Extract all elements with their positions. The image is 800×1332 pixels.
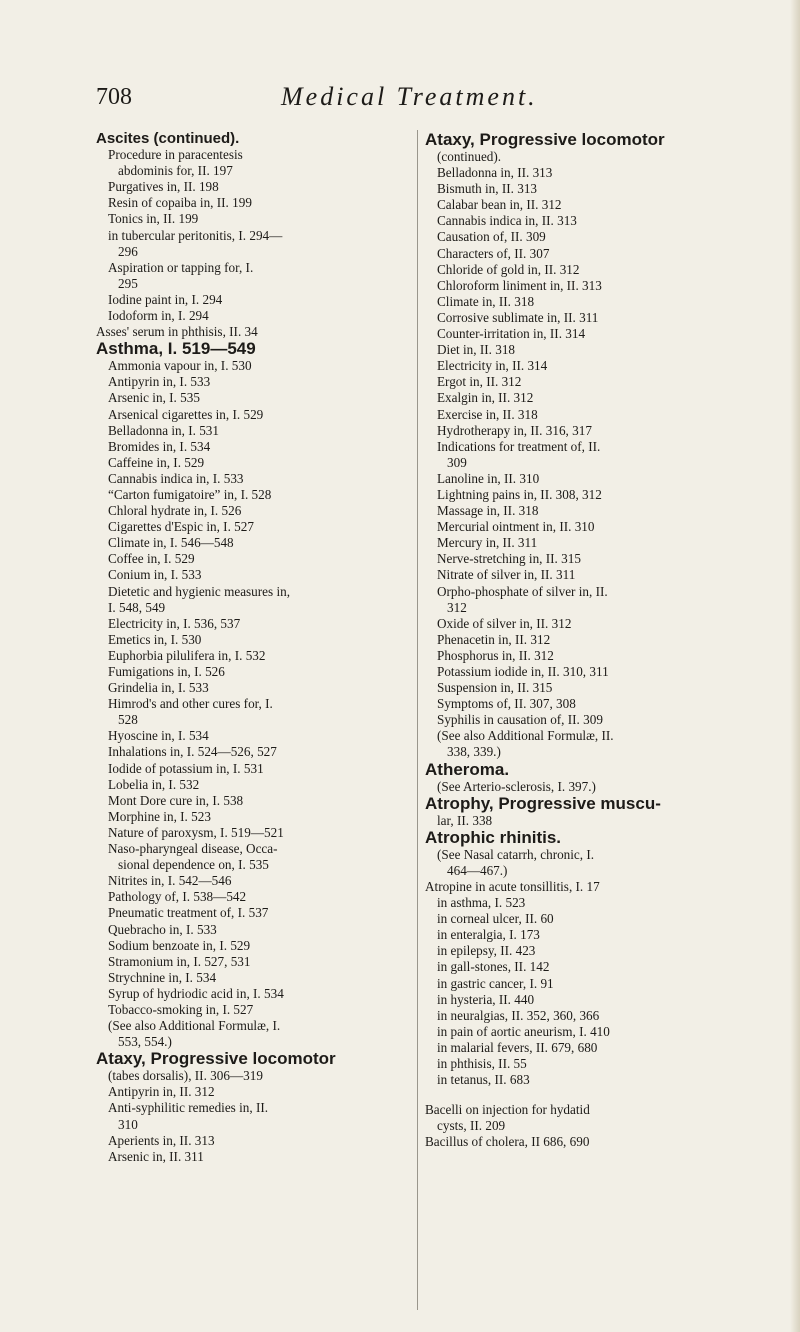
index-entry: in hysteria, II. 440 <box>437 991 535 1007</box>
index-entry: Climate in, II. 318 <box>437 293 535 309</box>
index-entry: in gall-stones, II. 142 <box>437 959 550 975</box>
index-entry: “Carton fumigatoire” in, I. 528 <box>108 486 272 502</box>
index-entry: in gastric cancer, I. 91 <box>437 975 554 991</box>
index-entry: Chloral hydrate in, I. 526 <box>108 503 242 519</box>
index-entry: I. 548, 549 <box>108 599 166 615</box>
index-entry: Diet in, II. 318 <box>437 342 516 358</box>
index-entry: Nature of paroxysm, I. 519—521 <box>108 824 284 840</box>
index-entry: Anti-syphilitic remedies in, II. <box>108 1100 269 1116</box>
index-entry: Tonics in, II. 199 <box>108 211 199 227</box>
index-entry: Inhalations in, I. 524—526, 527 <box>108 744 277 760</box>
index-entry: Asses' serum in phthisis, II. 34 <box>96 324 258 340</box>
index-entry: Bromides in, I. 534 <box>108 438 211 454</box>
index-entry: abdominis for, II. 197 <box>118 163 233 179</box>
index-entry: Arsenic in, I. 535 <box>108 390 200 406</box>
index-entry: Iodide of potassium in, I. 531 <box>108 760 264 776</box>
index-entry: in pain of aortic aneurism, I. 410 <box>437 1023 610 1039</box>
index-entry: Purgatives in, II. 198 <box>108 179 219 195</box>
index-entry: Symptoms of, II. 307, 308 <box>437 696 576 712</box>
index-heading: Ataxy, Progressive locomotor <box>96 1049 336 1069</box>
index-entry: Himrod's and other cures for, I. <box>108 696 273 712</box>
index-entry: Nitrate of silver in, II. 311 <box>437 567 576 583</box>
index-entry: in tetanus, II. 683 <box>437 1072 530 1088</box>
index-entry: (tabes dorsalis), II. 306—319 <box>108 1068 263 1084</box>
index-entry: Ammonia vapour in, I. 530 <box>108 358 252 374</box>
index-entry: Conium in, I. 533 <box>108 567 202 583</box>
index-entry: Coffee in, I. 529 <box>108 551 195 567</box>
index-entry: Hyoscine in, I. 534 <box>108 728 209 744</box>
index-entry <box>425 1088 745 1102</box>
index-entry: Antipyrin in, II. 312 <box>108 1084 215 1100</box>
index-entry: Belladonna in, I. 531 <box>108 422 219 438</box>
index-entry: Arsenical cigarettes in, I. 529 <box>108 406 264 422</box>
page-edge-shadow <box>790 0 800 1332</box>
index-entry: Calabar bean in, II. 312 <box>437 197 562 213</box>
index-entry: Aspiration or tapping for, I. <box>108 259 254 275</box>
index-entry: Orpho-phosphate of silver in, II. <box>437 583 608 599</box>
index-heading: Atrophy, Progressive muscu- <box>425 793 661 813</box>
index-entry: Mont Dore cure in, I. 538 <box>108 792 244 808</box>
index-entry: Bacillus of cholera, II 686, 690 <box>425 1134 590 1150</box>
index-column-right <box>425 131 745 1150</box>
page-header <box>96 78 736 118</box>
index-entry: 338, 339.) <box>447 744 501 760</box>
index-heading: Asthma, I. 519—549 <box>96 339 256 359</box>
index-heading: Atrophic rhinitis. <box>425 827 561 847</box>
index-entry: 464—467.) <box>447 862 508 878</box>
index-entry: sional dependence on, I. 535 <box>118 857 269 873</box>
index-entry: Hydrotherapy in, II. 316, 317 <box>437 422 592 438</box>
index-entry: in neuralgias, II. 352, 360, 366 <box>437 1007 600 1023</box>
index-entry: Chloride of gold in, II. 312 <box>437 261 580 277</box>
index-entry: 310 <box>118 1116 138 1132</box>
index-entry: lar, II. 338 <box>437 812 493 828</box>
index-entry: Corrosive sublimate in, II. 311 <box>437 309 599 325</box>
index-entry: Quebracho in, I. 533 <box>108 921 217 937</box>
index-entry: Pathology of, I. 538—542 <box>108 889 247 905</box>
index-entry: Caffeine in, I. 529 <box>108 454 205 470</box>
index-entry: Mercurial ointment in, II. 310 <box>437 519 595 535</box>
index-entry: Exercise in, II. 318 <box>437 406 538 422</box>
index-entry: 309 <box>447 454 467 470</box>
index-entry: Indications for treatment of, II. <box>437 438 601 454</box>
index-entry: (See also Additional Formulæ, II. <box>437 728 614 744</box>
index-entry: cysts, II. 209 <box>437 1118 506 1134</box>
index-entry: in phthisis, II. 55 <box>437 1055 527 1071</box>
index-entry: Cigarettes d'Espic in, I. 527 <box>108 519 254 535</box>
index-entry: Pneumatic treatment of, I. 537 <box>108 905 269 921</box>
index-entry: in tubercular peritonitis, I. 294— <box>108 227 283 243</box>
index-heading: Atheroma. <box>425 759 510 779</box>
index-entry: Aperients in, II. 313 <box>108 1132 215 1148</box>
index-entry: Lightning pains in, II. 308, 312 <box>437 486 602 502</box>
index-entry: Suspension in, II. 315 <box>437 680 553 696</box>
index-entry: Counter-irritation in, II. 314 <box>437 326 586 342</box>
index-entry: Resin of copaiba in, II. 199 <box>108 195 252 211</box>
index-entry: Arsenic in, II. 311 <box>108 1148 204 1164</box>
index-entry: Atropine in acute tonsillitis, I. 17 <box>425 878 600 894</box>
index-entry: Fumigations in, I. 526 <box>108 664 225 679</box>
index-entry: 295 <box>118 275 138 291</box>
index-heading: Ataxy, Progressive locomotor <box>425 130 665 149</box>
index-entry: Ergot in, II. 312 <box>437 374 522 390</box>
index-entry: Sodium benzoate in, I. 529 <box>108 937 251 953</box>
index-heading: Ascites (continued). <box>96 130 240 147</box>
index-entry: Euphorbia pilulifera in, I. 532 <box>108 647 266 663</box>
index-entry: (continued). <box>437 149 502 164</box>
index-entry: Exalgin in, II. 312 <box>437 390 534 406</box>
column-divider <box>417 130 418 1310</box>
index-entry: (See Arterio-sclerosis, I. 397.) <box>437 778 596 794</box>
index-entry: Grindelia in, I. 533 <box>108 680 209 696</box>
index-entry: Nitrites in, I. 542—546 <box>108 873 232 889</box>
index-entry: in asthma, I. 523 <box>437 895 526 911</box>
index-entry: Electricity in, II. 314 <box>437 358 548 374</box>
index-entry: (See also Additional Formulæ, I. <box>108 1018 281 1034</box>
index-entry: Iodine paint in, I. 294 <box>108 291 223 307</box>
index-entry: Lanoline in, II. 310 <box>437 470 540 486</box>
index-entry: Nerve-stretching in, II. 315 <box>437 551 581 567</box>
index-entry: Stramonium in, I. 527, 531 <box>108 953 251 969</box>
index-entry: (See Nasal catarrh, chronic, I. <box>437 846 595 862</box>
index-entry: 296 <box>118 243 138 259</box>
index-entry: Bismuth in, II. 313 <box>437 181 538 197</box>
index-entry: Climate in, I. 546—548 <box>108 535 234 551</box>
index-column-left <box>96 131 396 1165</box>
index-entry: Cannabis indica in, I. 533 <box>108 470 244 486</box>
index-entry: Antipyrin in, I. 533 <box>108 374 211 390</box>
index-entry: 528 <box>118 712 138 728</box>
index-entry: Cannabis indica in, II. 313 <box>437 213 577 229</box>
running-head: Medical Treatment. <box>281 82 538 111</box>
index-entry: Characters of, II. 307 <box>437 245 550 261</box>
page-number: 708 <box>96 84 132 110</box>
index-entry: Potassium iodide in, II. 310, 311 <box>437 664 609 679</box>
index-entry: Morphine in, I. 523 <box>108 808 211 824</box>
index-entry: Iodoform in, I. 294 <box>108 308 209 324</box>
index-entry: 312 <box>447 599 467 615</box>
index-entry: Electricity in, I. 536, 537 <box>108 615 241 631</box>
index-entry: Naso-pharyngeal disease, Occa- <box>108 841 278 857</box>
index-entry: Syphilis in causation of, II. 309 <box>437 712 603 728</box>
index-entry: 553, 554.) <box>118 1034 172 1050</box>
index-entry: Bacelli on injection for hydatid <box>425 1102 590 1118</box>
index-entry: in malarial fevers, II. 679, 680 <box>437 1039 598 1055</box>
index-entry: Chloroform liniment in, II. 313 <box>437 277 602 293</box>
index-entry: Massage in, II. 318 <box>437 503 539 519</box>
index-entry: Dietetic and hygienic measures in, <box>108 583 290 599</box>
index-entry: Phosphorus in, II. 312 <box>437 647 554 663</box>
index-entry: Lobelia in, I. 532 <box>108 776 200 792</box>
index-entry: Emetics in, I. 530 <box>108 631 202 647</box>
index-entry: in enteralgia, I. 173 <box>437 927 540 943</box>
index-entry: Oxide of silver in, II. 312 <box>437 615 572 631</box>
index-entry: in epilepsy, II. 423 <box>437 943 536 959</box>
index-entry: Belladonna in, II. 313 <box>437 165 553 181</box>
index-entry: Mercury in, II. 311 <box>437 535 538 551</box>
index-entry: Phenacetin in, II. 312 <box>437 631 551 647</box>
index-entry: in corneal ulcer, II. 60 <box>437 911 554 927</box>
index-entry: Causation of, II. 309 <box>437 229 546 245</box>
index-entry: Procedure in paracentesis <box>108 147 243 163</box>
index-entry: Syrup of hydriodic acid in, I. 534 <box>108 985 284 1001</box>
index-entry: Tobacco-smoking in, I. 527 <box>108 1001 254 1017</box>
index-entry: Strychnine in, I. 534 <box>108 969 217 985</box>
